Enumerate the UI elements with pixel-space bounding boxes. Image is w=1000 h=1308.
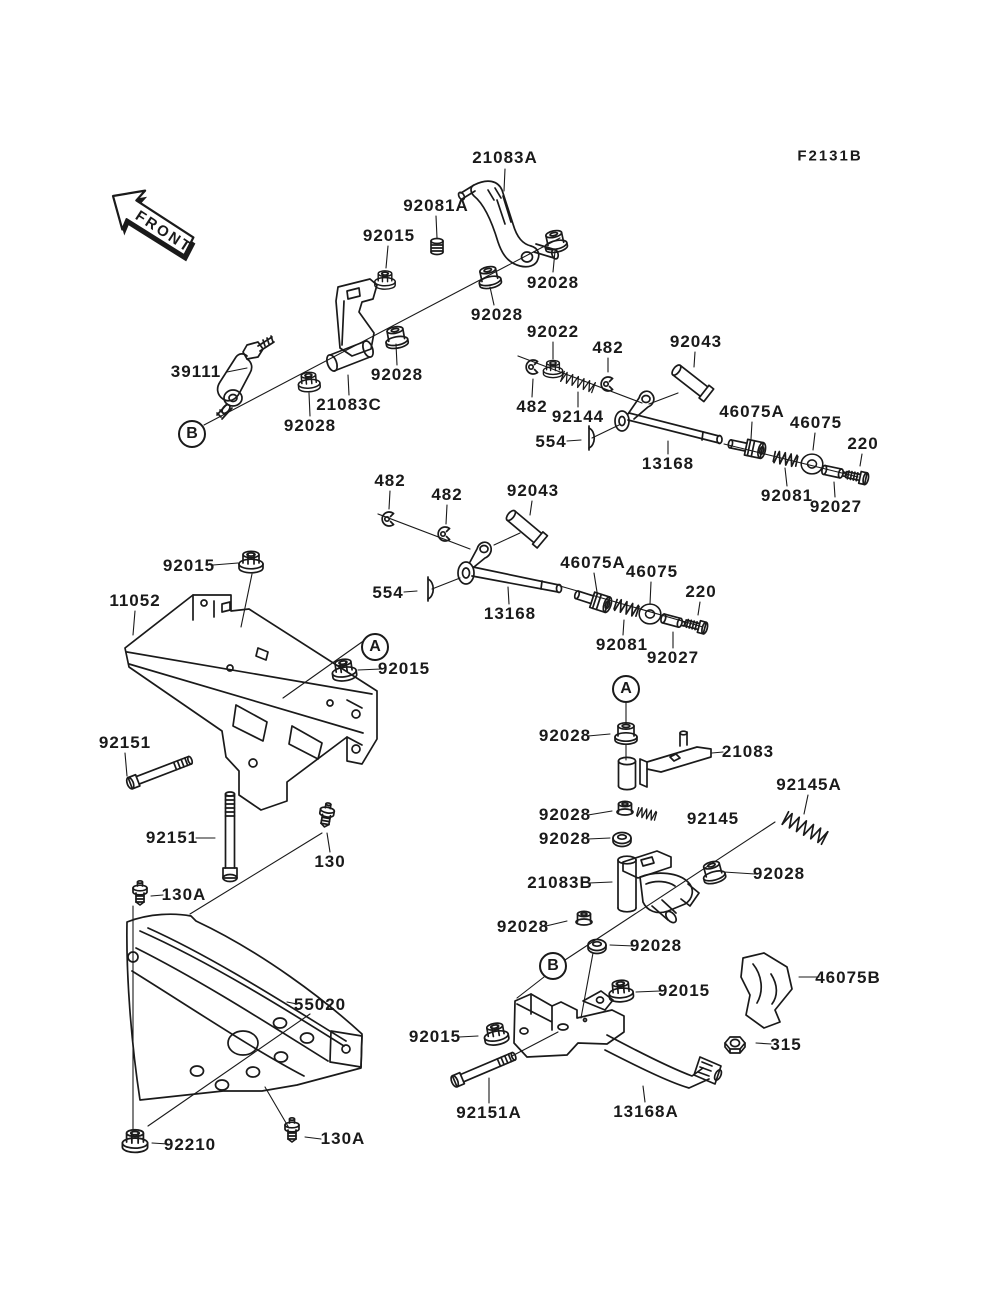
part-label-92028-d: 92028 (283, 416, 337, 435)
part-label-92015-a: 92015 (362, 226, 416, 245)
part-label-92028-j: 92028 (629, 936, 683, 955)
part-label-482-d: 482 (431, 485, 463, 504)
part-130a-screw (133, 881, 147, 905)
part-label-554-b: 554 (372, 583, 404, 602)
part-label-482-c: 482 (374, 471, 406, 490)
leader-21083A (504, 169, 505, 191)
leader-11052 (133, 611, 135, 635)
leader-92015-d (636, 991, 660, 992)
part-label-11052: 11052 (109, 591, 161, 610)
part-130-screw (318, 802, 336, 828)
part-label-13168-b: 13168 (483, 604, 537, 623)
assembly-marker-A-1: A (361, 633, 389, 661)
part-label-92145: 92145 (686, 809, 740, 828)
part-label-92028-h: 92028 (752, 864, 806, 883)
part-92015-nut (375, 271, 395, 289)
leader-92028-i (546, 921, 567, 926)
part-92028-bushing (476, 265, 502, 291)
part-92028-bushing (700, 859, 727, 885)
part-label-92028-a: 92028 (526, 273, 580, 292)
leader-92081A (436, 216, 437, 238)
part-label-315: 315 (770, 1035, 802, 1054)
part-92210-nut (122, 1130, 147, 1153)
leader-92028-f (588, 811, 612, 815)
part-92144-spring (561, 371, 596, 392)
part-label-46075-a: 46075 (789, 413, 843, 432)
part-label-21083A: 21083A (472, 148, 538, 167)
part-92027-pin (821, 465, 847, 479)
part-92145-spring (636, 807, 656, 821)
leader-482-d (446, 505, 447, 524)
part-label-92081A: 92081A (403, 196, 469, 215)
leader-13168A (643, 1086, 645, 1102)
leader-92015-b (213, 563, 238, 565)
part-label-92015-c: 92015 (377, 659, 431, 678)
leader-92028-b (490, 287, 494, 305)
part-46075a-bolt (727, 436, 767, 459)
part-label-554-a: 554 (535, 432, 567, 451)
part-label-92043-b: 92043 (506, 481, 560, 500)
leader-92015-a (386, 246, 388, 268)
part-92043-pin (503, 507, 547, 548)
part-label-92144: 92144 (551, 407, 605, 426)
part-315-nut (725, 1037, 745, 1053)
leader-130A-b (305, 1137, 321, 1139)
part-92151-bolt (125, 754, 194, 790)
part-label-92027-a: 92027 (809, 497, 863, 516)
part-130a-screw (285, 1118, 299, 1142)
part-label-92015-b: 92015 (162, 556, 216, 575)
part-label-92081-a: 92081 (760, 486, 814, 505)
part-21083b-bracket (618, 851, 699, 925)
leader-46075-b (650, 582, 651, 604)
leader-92028-d (309, 393, 310, 416)
leader-92028-e (588, 734, 610, 736)
part-label-92210: 92210 (163, 1135, 217, 1154)
leader-130 (327, 833, 330, 852)
assembly-marker-B-1: B (178, 420, 206, 448)
part-92015-nut (239, 551, 263, 573)
leader-92028-c (396, 344, 397, 365)
part-92028-plug (617, 801, 633, 815)
part-label-21083B: 21083B (527, 873, 593, 892)
leader-39111 (227, 368, 247, 372)
part-label-92027-b: 92027 (646, 648, 700, 667)
part-92145a-spring (782, 812, 828, 844)
part-46075b-cover (741, 953, 792, 1028)
leader-482-c (389, 491, 390, 509)
leader-92027-a (834, 482, 835, 497)
part-label-13168A: 13168A (613, 1102, 679, 1121)
part-92028-bushing (615, 723, 637, 744)
part-label-92081-b: 92081 (595, 635, 649, 654)
part-92081a-screw (431, 239, 443, 255)
part-92151a-bolt (450, 1050, 518, 1088)
part-220-screw (845, 469, 870, 485)
front-arrow-label: FRONT (132, 207, 196, 257)
part-label-92028-f: 92028 (538, 805, 592, 824)
part-label-92015-d: 92015 (657, 981, 711, 1000)
marker-leader-A-1 (283, 637, 369, 698)
part-482-clip (526, 360, 537, 374)
leader-554-b (404, 591, 417, 592)
leader-92028-g (588, 838, 610, 839)
leader-92028-a (553, 251, 555, 272)
leader-13168-b (508, 587, 509, 604)
part-label-46075A-a: 46075A (719, 402, 785, 421)
part-92151-bolt (223, 792, 237, 882)
part-label-220-b: 220 (685, 582, 717, 601)
part-label-92028-b: 92028 (470, 305, 524, 324)
leader-92043-a (694, 352, 695, 367)
part-label-92145A: 92145A (776, 775, 842, 794)
part-label-220-a: 220 (847, 434, 879, 453)
part-label-130A-b: 130A (320, 1129, 366, 1148)
part-label-21083: 21083 (721, 742, 775, 761)
leader-92028-h (724, 872, 755, 874)
leader-92043-b (530, 501, 532, 515)
part-92015-nut (482, 1021, 509, 1046)
leader-554-a (567, 440, 581, 441)
assembly-marker-A-2: A (612, 675, 640, 703)
part-39111-arm (217, 336, 274, 419)
figure-code: F2131B (797, 147, 863, 165)
part-label-92043-a: 92043 (669, 332, 723, 351)
part-label-92028-g: 92028 (538, 829, 592, 848)
part-92081-spring (773, 451, 798, 468)
marker-leader-B-1 (204, 238, 560, 425)
leader-92151-a (125, 753, 127, 776)
part-label-92015-e: 92015 (408, 1027, 462, 1046)
part-label-92028-c: 92028 (370, 365, 424, 384)
front-arrow (98, 178, 206, 272)
leader-482-b (532, 379, 533, 397)
assembly-marker-B-2: B (539, 952, 567, 980)
part-92028-cap (588, 940, 606, 954)
part-label-130A-a: 130A (161, 885, 207, 904)
leader-46075A-b (594, 573, 597, 592)
leader-92081-a (785, 468, 787, 486)
part-13168a-pedal (514, 991, 723, 1088)
leader-315 (756, 1043, 771, 1044)
part-label-92151A: 92151A (456, 1103, 522, 1122)
part-92043-pin (669, 362, 714, 402)
part-label-92151-a: 92151 (98, 733, 152, 752)
leader-46075A-a (751, 422, 752, 439)
part-482-clip (601, 377, 612, 391)
part-label-130: 130 (314, 852, 346, 871)
part-label-92028-e: 92028 (538, 726, 592, 745)
part-label-92022: 92022 (526, 322, 580, 341)
part-11052-bracket (125, 595, 377, 810)
part-92028-plug (576, 911, 592, 925)
leader-92015-e (459, 1036, 478, 1037)
part-label-482-a: 482 (592, 338, 624, 357)
leader-92145A (804, 795, 808, 814)
part-554-hook (428, 577, 433, 601)
part-13168-rod-lower (458, 542, 562, 592)
leader-220-a (860, 454, 862, 466)
part-21083a-lever (457, 181, 559, 267)
part-label-46075-b: 46075 (625, 562, 679, 581)
part-label-46075B: 46075B (815, 968, 881, 987)
part-21083c-bracket (325, 279, 377, 373)
part-220-screw (684, 617, 709, 634)
leader-220-b (698, 602, 700, 615)
part-label-55020: 55020 (293, 995, 347, 1014)
leader-21083C (348, 375, 349, 395)
part-label-13168-a: 13168 (641, 454, 695, 473)
part-label-21083C: 21083C (316, 395, 382, 414)
part-label-46075A-b: 46075A (560, 553, 626, 572)
part-label-39111: 39111 (170, 362, 222, 381)
part-label-482-b: 482 (516, 397, 548, 416)
leader-92081-b (623, 620, 624, 635)
part-92028-cap (613, 833, 631, 847)
leader-46075-a (813, 433, 815, 450)
part-label-92028-i: 92028 (496, 917, 550, 936)
part-label-92151-b: 92151 (145, 828, 199, 847)
